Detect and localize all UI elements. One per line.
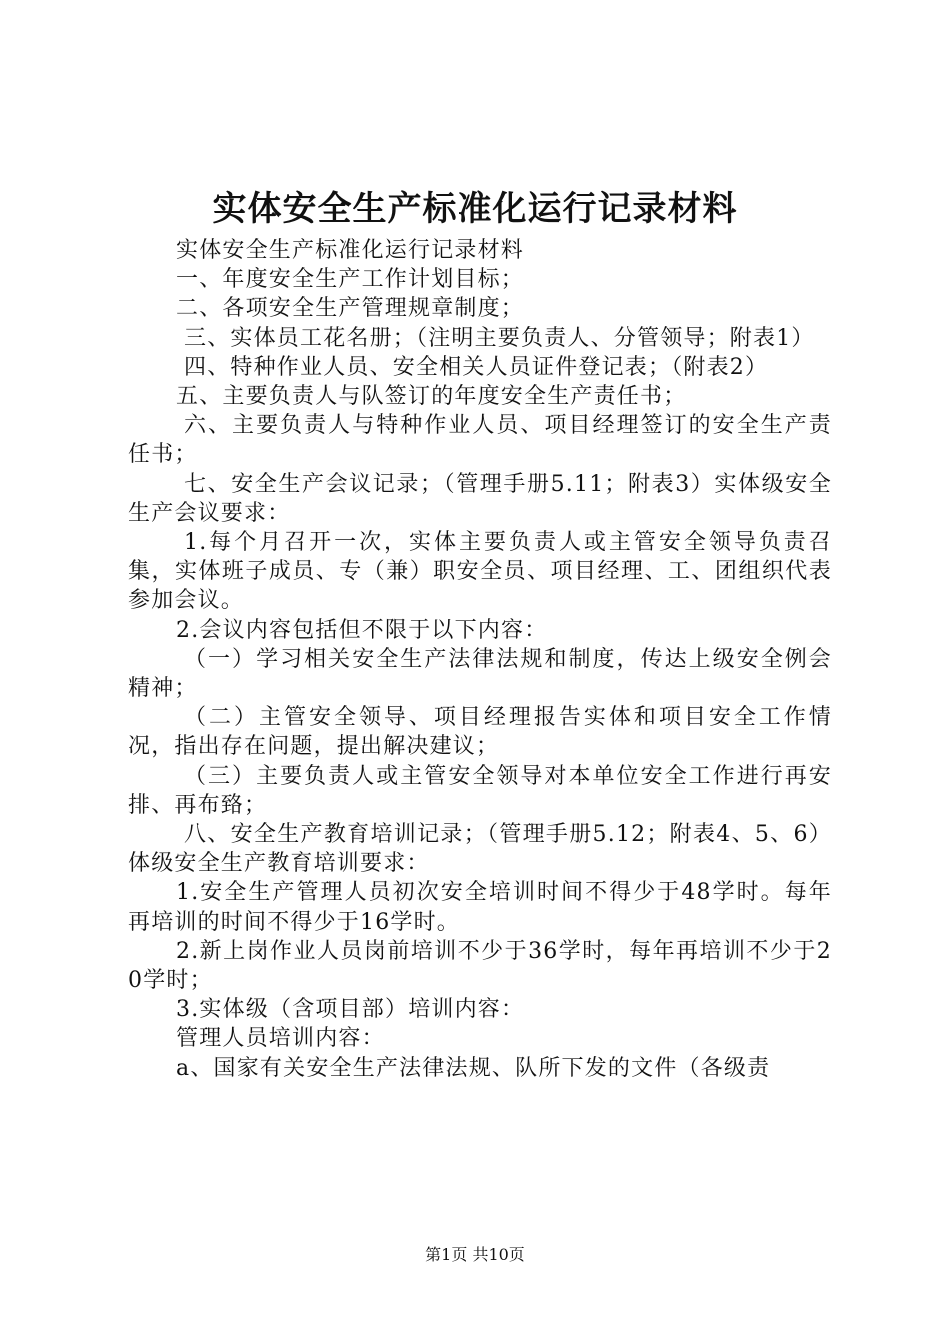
paragraph-training-item-a: a、国家有关安全生产法律法规、队所下发的文件（各级责 xyxy=(176,1055,771,1081)
paragraph-manager-training: 管理人员培训内容： xyxy=(176,1026,385,1052)
paragraph-meeting-rule-1: 1.每个月召开一次，实体主要负责人或主管安全领导负责召集，实体班子成员、专（兼）职安全员、项目经理、工、团组织代表参加会议。 xyxy=(128,530,832,614)
document-body xyxy=(128,236,832,1083)
paragraph-item-6: 六、主要负责人与特种作业人员、项目经理签订的安全生产责任书； xyxy=(128,413,832,468)
page-footer: 第1页 共10页 xyxy=(425,1245,525,1264)
paragraph-item-8: 八、安全生产教育培训记录；（管理手册5.12；附表4、5、6）体级安全生产教育培训要求： xyxy=(128,822,832,877)
paragraph-item-7: 七、安全生产会议记录；（管理手册5.11；附表3）实体级安全生产会议要求： xyxy=(128,471,832,526)
paragraph-training-rule-3: 3.实体级（含项目部）培训内容： xyxy=(176,997,525,1023)
paragraph-subtitle: 实体安全生产标准化运行记录材料 xyxy=(176,238,525,263)
paragraph-item-1: 一、年度安全生产工作计划目标； xyxy=(176,267,525,293)
paragraph-item-2: 二、各项安全生产管理规章制度； xyxy=(176,296,525,322)
paragraph-meeting-content-1: （一）学习相关安全生产法律法规和制度，传达上级安全例会精神； xyxy=(128,646,832,702)
document-title: 实体安全生产标准化运行记录材料 xyxy=(212,189,738,229)
paragraph-meeting-rule-2: 2.会议内容包括但不限于以下内容： xyxy=(176,617,548,643)
paragraph-meeting-content-3: （三）主要负责人或主管安全领导对本单位安全工作进行再安排、再布臵； xyxy=(128,763,832,818)
paragraph-training-rule-1: 1.安全生产管理人员初次安全培训时间不得少于48学时。每年再培训的时间不得少于16学时。 xyxy=(128,880,832,935)
paragraph-item-5: 五、主要负责人与队签订的年度安全生产责任书； xyxy=(176,384,687,410)
paragraph-item-4: 四、特种作业人员、安全相关人员证件登记表；（附表2） xyxy=(184,354,769,380)
paragraph-item-3: 三、实体员工花名册；（注明主要负责人、分管领导；附表1） xyxy=(184,325,815,351)
paragraph-meeting-content-2: （二）主管安全领导、项目经理报告实体和项目安全工作情况，指出存在问题，提出解决建议； xyxy=(128,705,832,760)
paragraph-training-rule-2: 2.新上岗作业人员岗前培训不少于36学时，每年再培训不少于20学时； xyxy=(128,938,832,994)
